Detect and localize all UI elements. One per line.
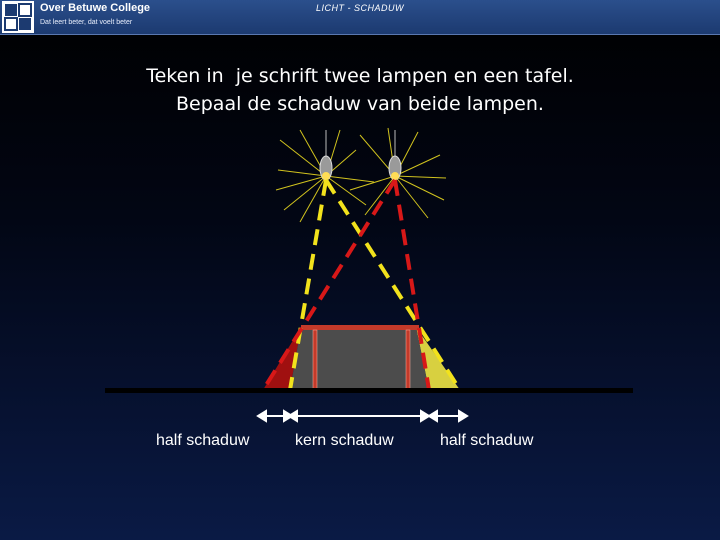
lamp-1-icon — [320, 130, 332, 180]
instruction-line-2: Bepaal de schaduw van beide lampen. — [176, 93, 544, 115]
arrow-left-half-shadow — [258, 411, 292, 421]
label-half-shadow-left: half schaduw — [156, 432, 250, 449]
label-core-shadow: kern schaduw — [295, 432, 394, 449]
school-name: Over Betuwe College — [40, 2, 151, 14]
school-slogan: Dat leert beter, dat voelt beter — [40, 19, 133, 26]
label-half-shadow-right: half schaduw — [440, 432, 534, 449]
arrow-right-half-shadow — [429, 411, 467, 421]
arrow-core-shadow — [289, 411, 429, 421]
slide-title: LICHT - SCHADUW — [316, 3, 404, 13]
instruction-line-1: Teken in je schrift twee lampen en een tafel. — [146, 65, 574, 87]
floor-line — [105, 388, 633, 393]
lamp-2-icon — [389, 130, 401, 180]
